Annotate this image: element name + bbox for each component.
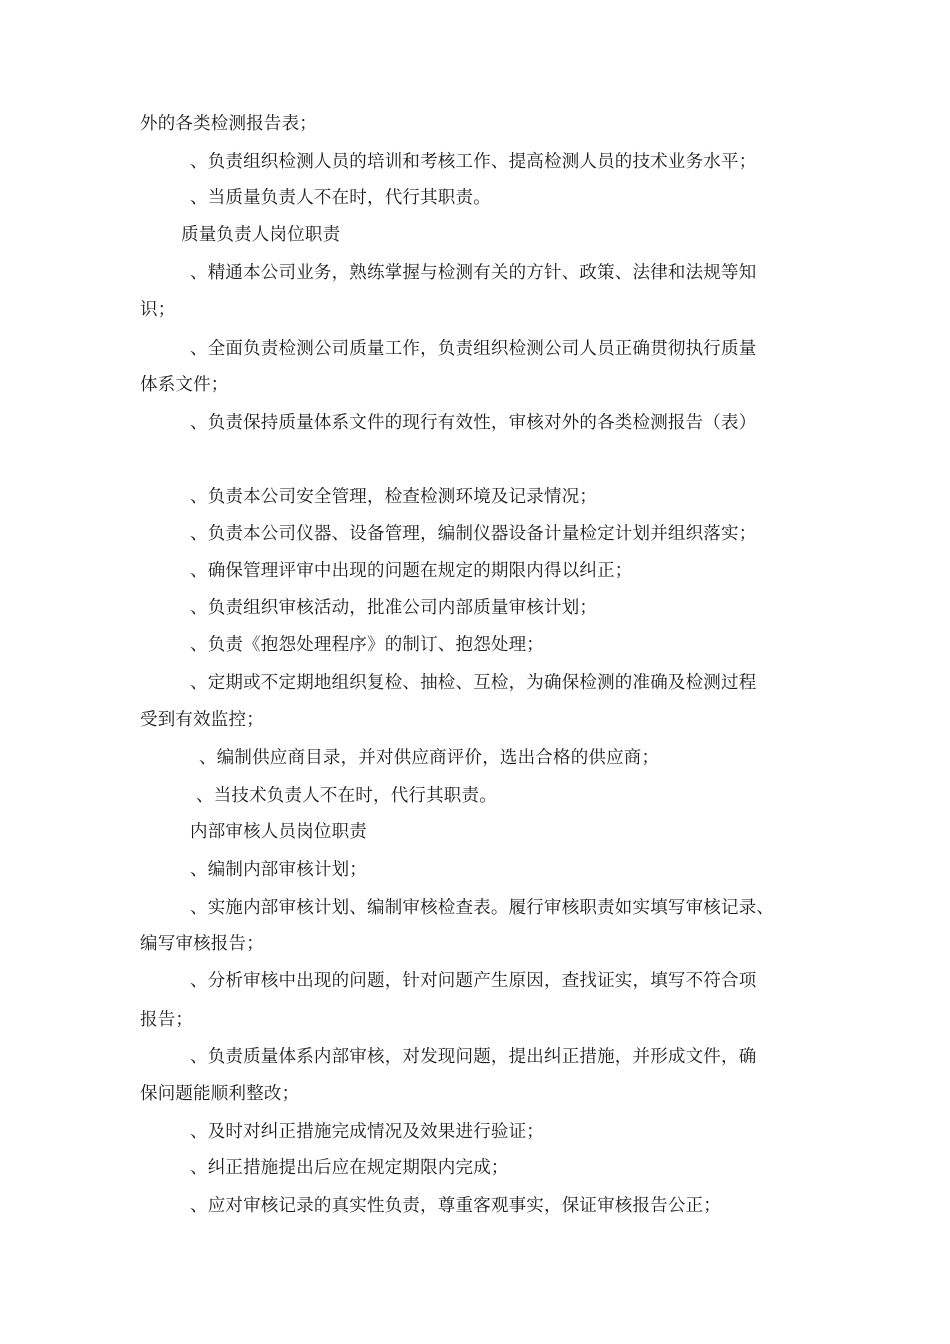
list-item: 、确保管理评审中出现的问题在规定的期限内得以纠正； bbox=[190, 561, 633, 581]
list-item: 、负责本公司仪器、设备管理，编制仪器设备计量检定计划并组织落实； bbox=[190, 524, 757, 544]
text-line: 保问题能顺利整改； bbox=[140, 1084, 300, 1104]
list-item: 、及时对纠正措施完成情况及效果进行验证； bbox=[190, 1122, 544, 1142]
list-item: 、负责《抱怨处理程序》的制订、抱怨处理； bbox=[190, 635, 544, 655]
list-item: 、编制供应商目录，并对供应商评价，选出合格的供应商； bbox=[199, 748, 660, 768]
list-item: 、应对审核记录的真实性负责，尊重客观事实，保证审核报告公正； bbox=[190, 1196, 721, 1216]
text-line: 受到有效监控； bbox=[140, 710, 264, 730]
list-item: 、编制内部审核计划； bbox=[190, 860, 367, 880]
text-line: 报告； bbox=[140, 1010, 194, 1030]
list-item: 、纠正措施提出后应在规定期限内完成； bbox=[190, 1158, 509, 1178]
list-item: 、负责质量体系内部审核，对发现问题，提出纠正措施，并形成文件，确 bbox=[190, 1047, 757, 1067]
list-item: 、负责本公司安全管理，检查检测环境及记录情况； bbox=[190, 487, 598, 507]
section-heading: 内部审核人员岗位职责 bbox=[190, 822, 367, 842]
text-line: 外的各类检测报告表； bbox=[140, 114, 317, 134]
list-item: 、分析审核中出现的问题，针对问题产生原因，查找证实，填写不符合项 bbox=[190, 971, 757, 991]
section-heading: 质量负责人岗位职责 bbox=[181, 225, 341, 245]
list-item: 、全面负责检测公司质量工作，负责组织检测公司人员正确贯彻执行质量 bbox=[190, 339, 757, 359]
list-item: 、负责组织审核活动，批准公司内部质量审核计划； bbox=[190, 598, 598, 618]
list-item: 、当质量负责人不在时，代行其职责。 bbox=[190, 188, 491, 208]
text-line: 识； bbox=[140, 300, 176, 320]
list-item: 、负责组织检测人员的培训和考核工作、提高检测人员的技术业务水平； bbox=[190, 152, 757, 172]
list-item: 、负责保持质量体系文件的现行有效性，审核对外的各类检测报告（表） bbox=[190, 413, 757, 433]
list-item: 、实施内部审核计划、编制审核检查表。履行审核职责如实填写审核记录、 bbox=[190, 898, 775, 918]
list-item: 、当技术负责人不在时，代行其职责。 bbox=[196, 786, 497, 806]
list-item: 、精通本公司业务，熟练掌握与检测有关的方针、政策、法律和法规等知 bbox=[190, 263, 757, 283]
text-line: 体系文件； bbox=[140, 375, 229, 395]
list-item: 、定期或不定期地组织复检、抽检、互检，为确保检测的准确及检测过程 bbox=[190, 673, 757, 693]
text-line: 编写审核报告； bbox=[140, 934, 264, 954]
